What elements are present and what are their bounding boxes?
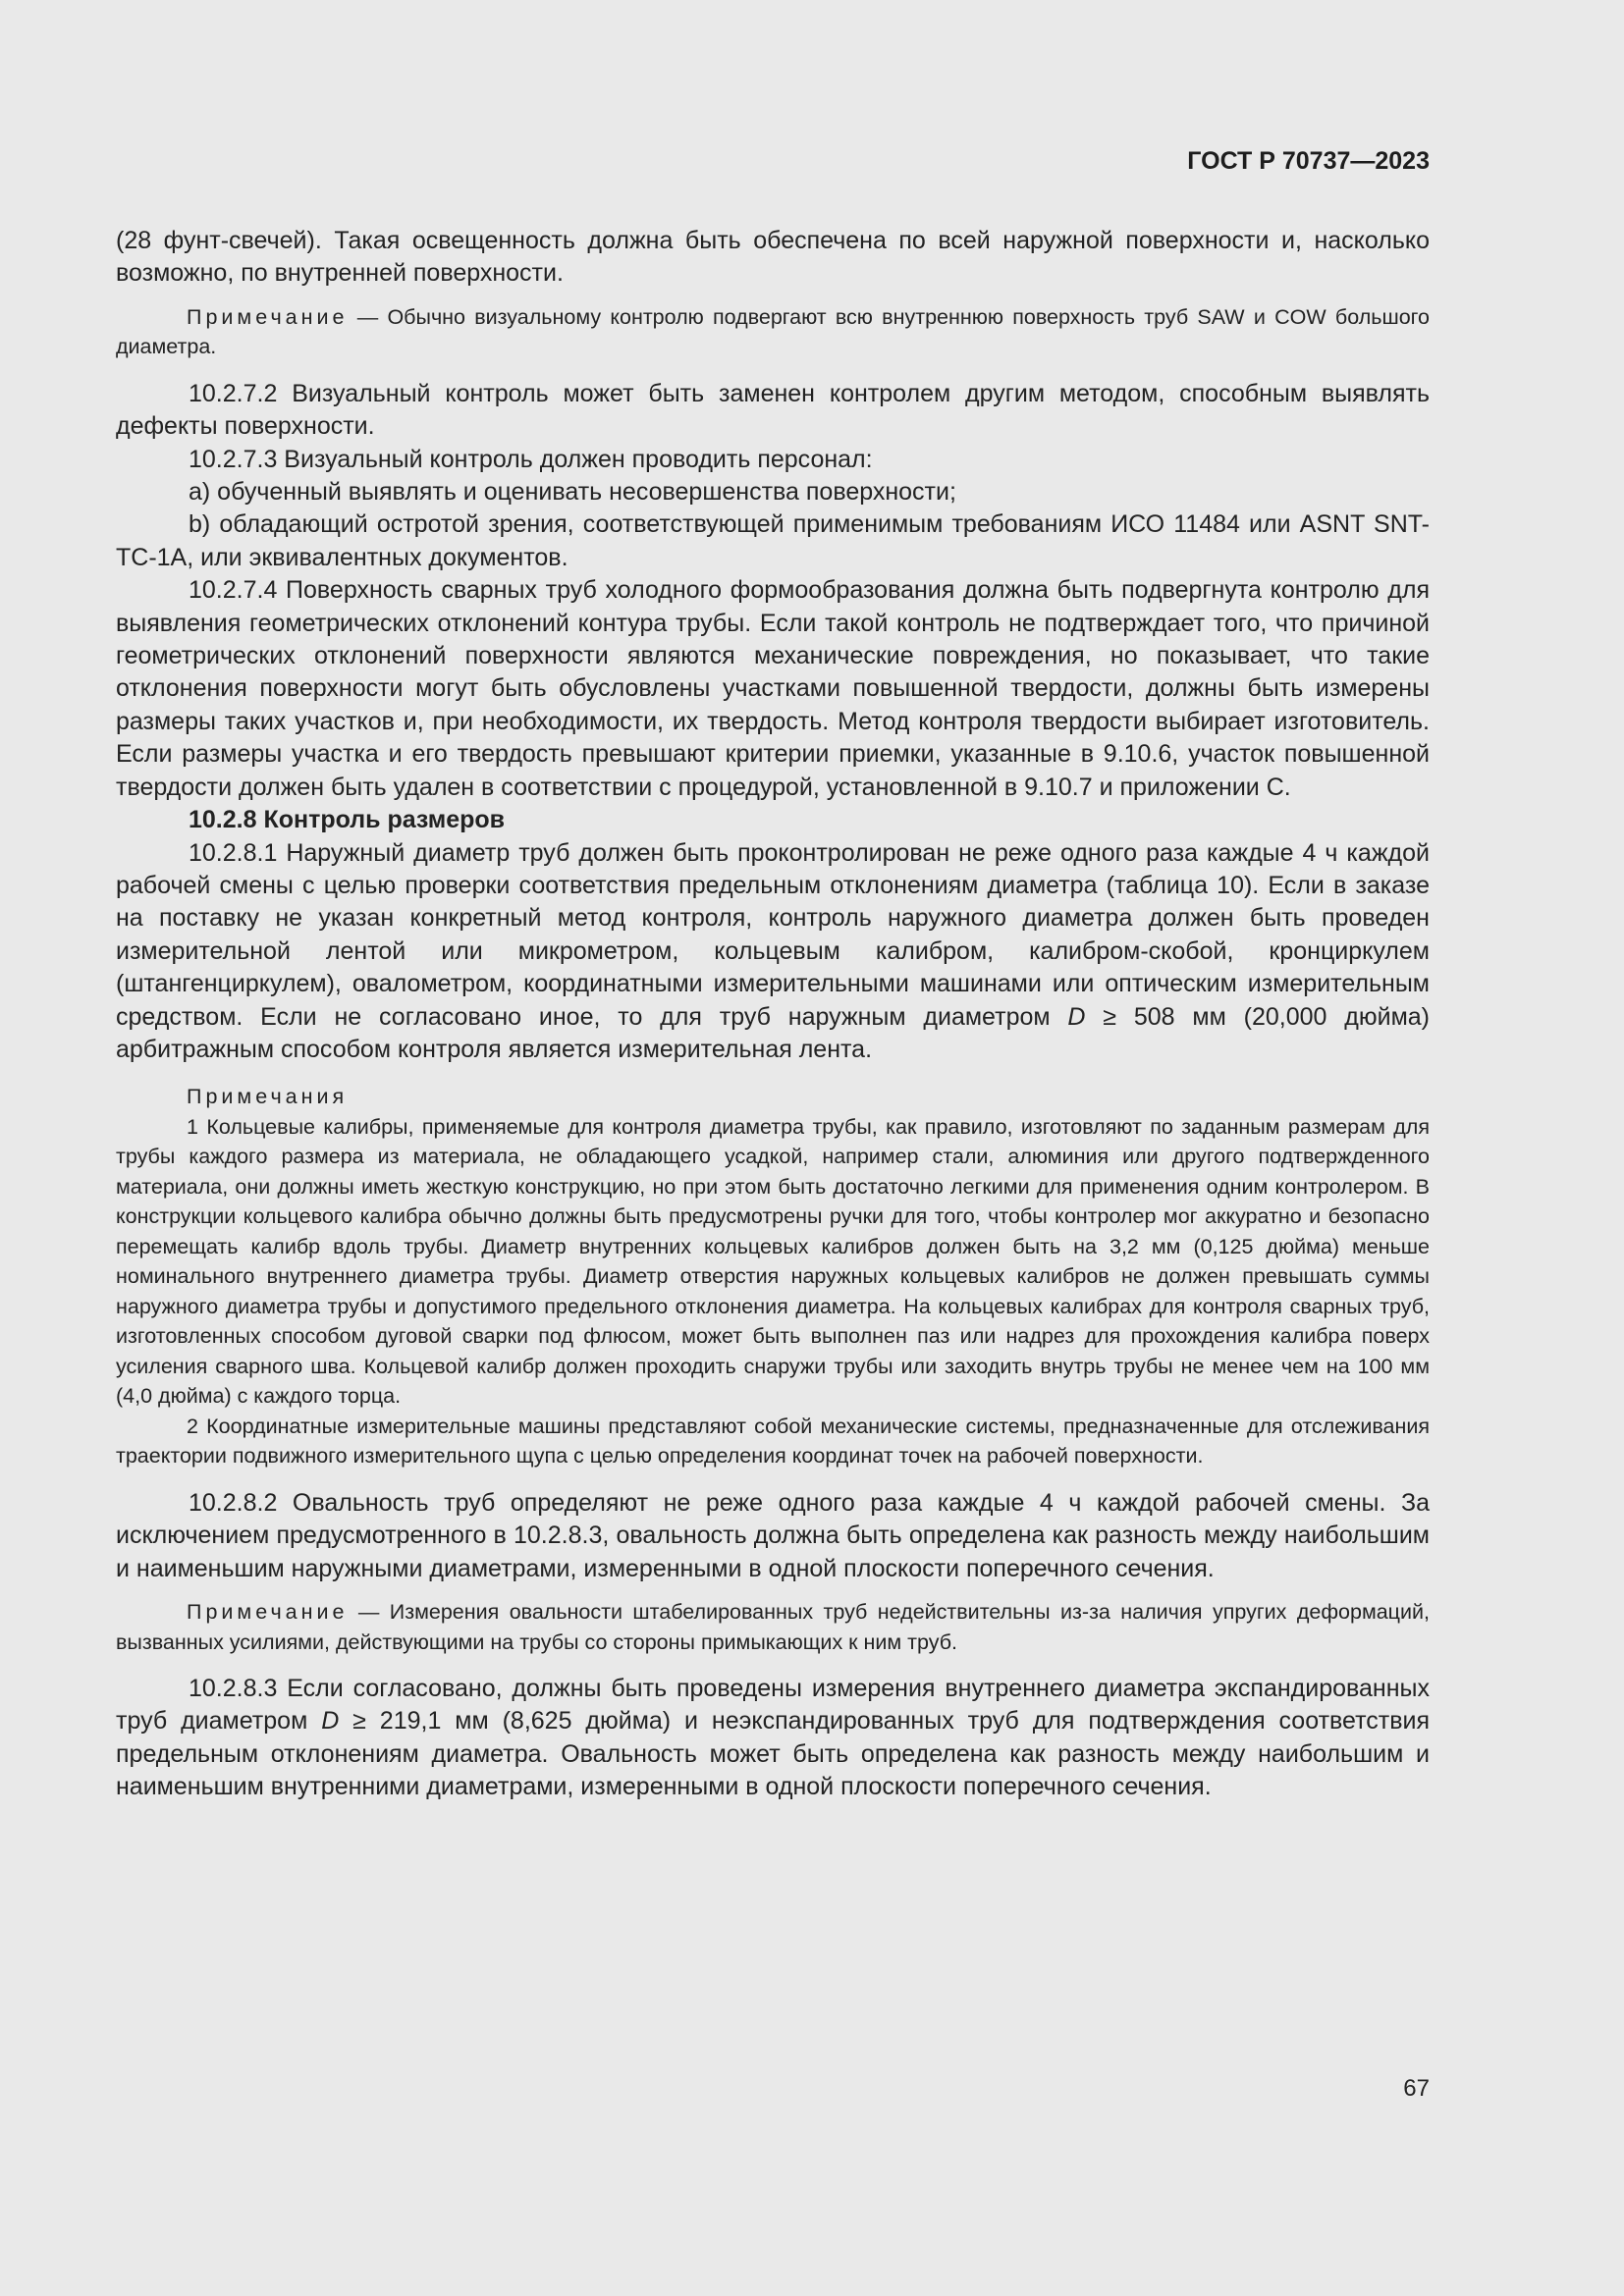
note-item-2: 2 Координатные измерительные машины представляют собой механические системы, предназначенные для отслеживания траектории подвижного измерительного щупа с целью определения координат точек на рабочей поверхности. bbox=[116, 1414, 1430, 1468]
page-number: 67 bbox=[1403, 2075, 1430, 2102]
list-item-b: b) обладающий остротой зрения, соответствующей применимым требованиям ИСО 11484 или ASNT SNT-TC-1A, или эквивалентных документов. bbox=[116, 510, 1430, 571]
note-ovality bbox=[116, 1597, 1430, 1657]
paragraph-continuation: (28 фунт-свечей). Такая освещенность должна быть обеспечена по всей наружной поверхности и, насколько возможно, по внутренней поверхности. bbox=[116, 227, 1430, 288]
standard-code-header: ГОСТ Р 70737—2023 bbox=[1187, 147, 1430, 175]
paragraph-text: 10.2.8.3 Если согласовано, должны быть проведены измерения внутреннего диаметра экспандированных труб диаметром bbox=[116, 1675, 1430, 1735]
section-heading-10-2-8: 10.2.8 Контроль размеров bbox=[189, 806, 506, 834]
paragraph-10-2-8-1 bbox=[116, 837, 1430, 1067]
notes-title: Примечания bbox=[187, 1085, 349, 1109]
diameter-variable: D bbox=[321, 1707, 340, 1735]
note-text: — Измерения овальности штабелированных труб недействительны из-за наличия упругих деформаций, вызванных усилиями, действующими на трубы со стороны примыкающих к ним труб. bbox=[116, 1600, 1430, 1654]
paragraph-text: ≥ 508 мм (20,000 дюйма) арбитражным способом контроля является измерительная лента. bbox=[116, 1002, 1430, 1063]
paragraph-10-2-8-3 bbox=[116, 1673, 1430, 1804]
note-label: Примечание bbox=[187, 304, 349, 329]
page-content bbox=[116, 225, 1430, 1804]
list-item-a: а) обученный выявлять и оценивать несовершенства поверхности; bbox=[189, 478, 956, 507]
note-label: Примечание bbox=[187, 1600, 349, 1625]
diameter-variable: D bbox=[1067, 1002, 1086, 1031]
paragraph-10-2-7-3: 10.2.7.3 Визуальный контроль должен проводить персонал: bbox=[189, 445, 873, 473]
paragraph-text: 10.2.8.1 Наружный диаметр труб должен быть проконтролирован не реже одного раза каждые 4 ч каждой рабочей смены с целью проверки соответствия предельным отклонениям диаметра (таблица 10). Если в заказе на поставку не указан конкретный метод контроля, контроль наружного диаметра должен быть проведен измерительной лентой или микрометром, кольцевым калибром, калибром-скобой, кронциркулем (штангенциркулем), овалометром, координатными измерительными машинами или оптическим измерительным средством. Если не согласовано иное, то для труб наружным диаметром bbox=[116, 838, 1430, 1031]
paragraph-10-2-7-2: 10.2.7.2 Визуальный контроль может быть заменен контролем другим методом, способным выявлять дефекты поверхности. bbox=[116, 379, 1430, 441]
note-item-1: 1 Кольцевые калибры, применяемые для контроля диаметра трубы, как правило, изготовляют по заданным размерам для трубы каждого размера из материала, не обладающего усадкой, например стали, алюминия или другого подтвержденного материала, они должны иметь жесткую конструкцию, но при этом быть достаточно легкими для применения одним контролером. В конструкции кольцевого калибра обычно должны быть предусмотрены ручки для того, чтобы контролер мог аккуратно и безопасно перемещать калибр вдоль трубы. Диаметр внутренних кольцевых калибров должен быть на 3,2 мм (0,125 дюйма) меньше номинального внутреннего диаметра трубы. Диаметр отверстия наружных кольцевых калибров не должен превышать суммы наружного диаметра трубы и допустимого предельного отклонения диаметра. На кольцевых калибрах для контроля сварных труб, изготовленных способом дуговой сварки под флюсом, может быть выполнен паз или надрез для прохождения калибра поверх усиления сварного шва. Кольцевой калибр должен проходить снаружи трубы или заходить внутрь трубы не менее чем на 100 мм (4,0 дюйма) с каждого торца. bbox=[116, 1114, 1430, 1409]
paragraph-10-2-8-2: 10.2.8.2 Овальность труб определяют не реже одного раза каждые 4 ч каждой рабочей смены. За исключением предусмотренного в 10.2.8.3, овальность должна быть определена как разность между наибольшим и наименьшим наружными диаметрами, измеренными в одной плоскости поперечного сечения. bbox=[116, 1488, 1430, 1582]
note-text: — Обычно визуальному контролю подвергают всю внутреннюю поверхность труб SAW и COW большого диаметра. bbox=[116, 304, 1430, 359]
paragraph-text: ≥ 219,1 мм (8,625 дюйма) и неэкспандированных труб для подтверждения соответствия предельным отклонениям диаметра. Овальность может быть определена как разность между наибольшим и наименьшим внутренними диаметрами, измеренными в одной плоскости поперечного сечения. bbox=[116, 1707, 1430, 1801]
note-surface-inspection bbox=[116, 302, 1430, 362]
paragraph-10-2-7-4: 10.2.7.4 Поверхность сварных труб холодного формообразования должна быть подвергнута контролю для выявления геометрических отклонений контура трубы. Если такой контроль не подтверждает того, что причиной геометрических отклонений поверхности являются механические повреждения, но показывает, что такие отклонения поверхности могут быть обусловлены участками повышенной твердости, должны быть измерены размеры таких участков и, при необходимости, их твердость. Метод контроля твердости выбирает изготовитель. Если размеры участка и его твердость превышают критерии приемки, указанные в 9.10.6, участок повышенной твердости должен быть удален в соответствии с процедурой, установленной в 9.10.7 и приложении С. bbox=[116, 576, 1430, 801]
